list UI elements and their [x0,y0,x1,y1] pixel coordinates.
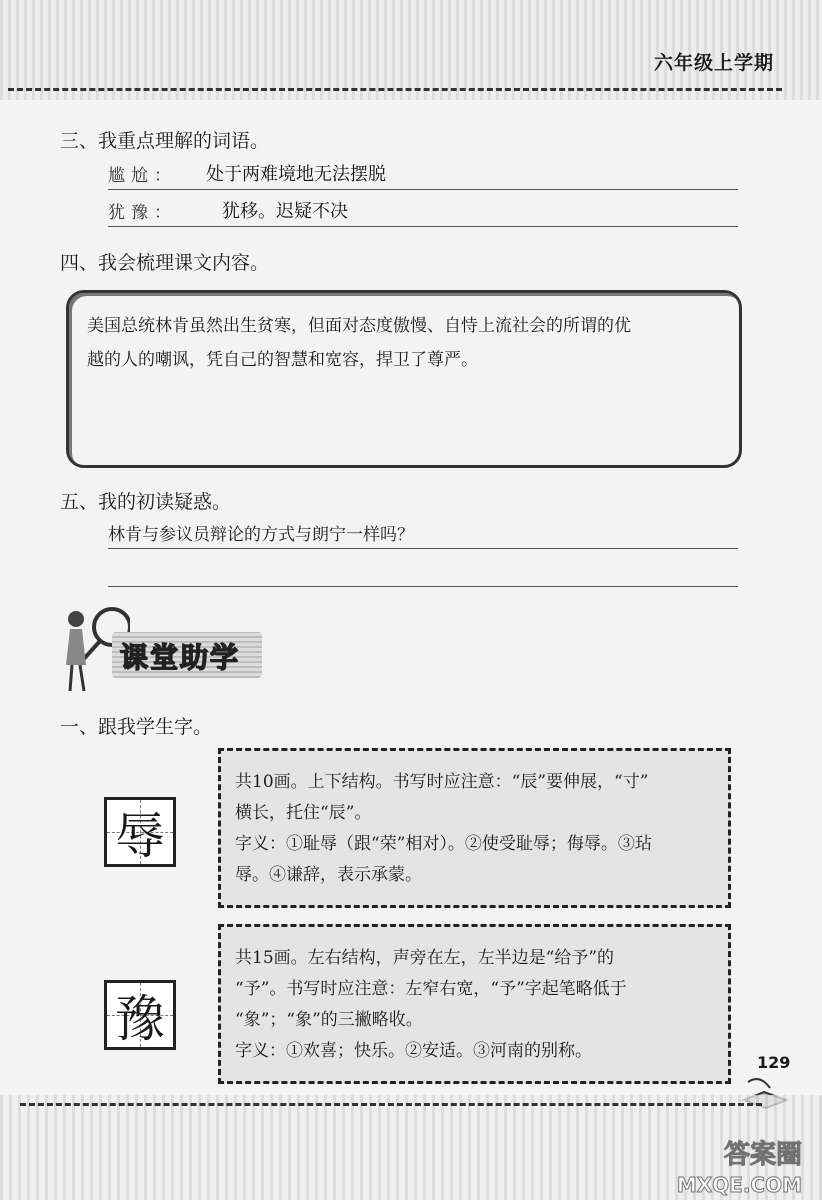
header-divider [8,88,782,91]
page-number: 129 [757,1053,791,1072]
section4-title: 四、我会梳理课文内容。 [60,252,270,274]
vocab-term: 尴尬： [108,166,177,186]
character-card [218,924,731,1084]
character-card [218,748,731,908]
lesson-badge-label: 课堂助学 [120,641,241,674]
card-line: 共10画。上下结构。书写时应注意：“辰”要伸展，“寸” [235,772,649,792]
footer-divider [20,1103,762,1106]
summary-text [87,309,717,377]
summary-line: 美国总统林肯虽然出生贫寒，但面对态度傲慢、自恃上流社会的所谓的优 [87,316,631,336]
question-text: 林肯与参议员辩论的方式与朗宁一样吗？ [108,525,414,545]
watermark-logo: 答案圈 [723,1140,802,1170]
watermark [677,1140,802,1200]
card-line: 横长，托住“辰”。 [235,803,372,823]
card-line: “象”；“象”的三撇略收。 [235,1010,423,1030]
vocab-row [108,163,738,190]
card-line: 辱。④谦辞，表示承蒙。 [235,865,422,885]
vocab-definition: 犹移。迟疑不决 [222,201,348,222]
character-box [104,797,176,867]
summary-line: 越的人的嘲讽，凭自己的智慧和宽容，捍卫了尊严。 [87,350,478,370]
answer-line [108,522,738,549]
grade-label: 六年级上学期 [653,52,774,74]
section3-title: 三、我重点理解的词语。 [60,130,270,152]
card-line: 字义：①欢喜；快乐。②安适。③河南的别称。 [235,1041,592,1061]
vocab-row [108,200,738,227]
section5-title: 五、我的初读疑惑。 [60,491,232,513]
vocab-term: 犹豫： [108,203,177,223]
card-line: 共15画。左右结构，声旁在左，左半边是“给予”的 [235,948,615,968]
vocab-definition: 处于两难境地无法摆脱 [206,164,386,185]
card-line: 字义：①耻辱（跟“荣”相对）。②使受耻辱；侮辱。③玷 [235,834,652,854]
answer-line-blank [108,560,738,587]
summary-box [66,290,742,468]
character-glyph: 辱 [115,807,165,865]
character-glyph: 豫 [115,990,165,1048]
watermark-url: MXQE.COM [676,1173,802,1197]
character-box [104,980,176,1050]
card-line: “予”。书写时应注意：左窄右宽，“予”字起笔略低于 [235,979,627,999]
learn-chars-title: 一、跟我学生字。 [60,716,213,738]
